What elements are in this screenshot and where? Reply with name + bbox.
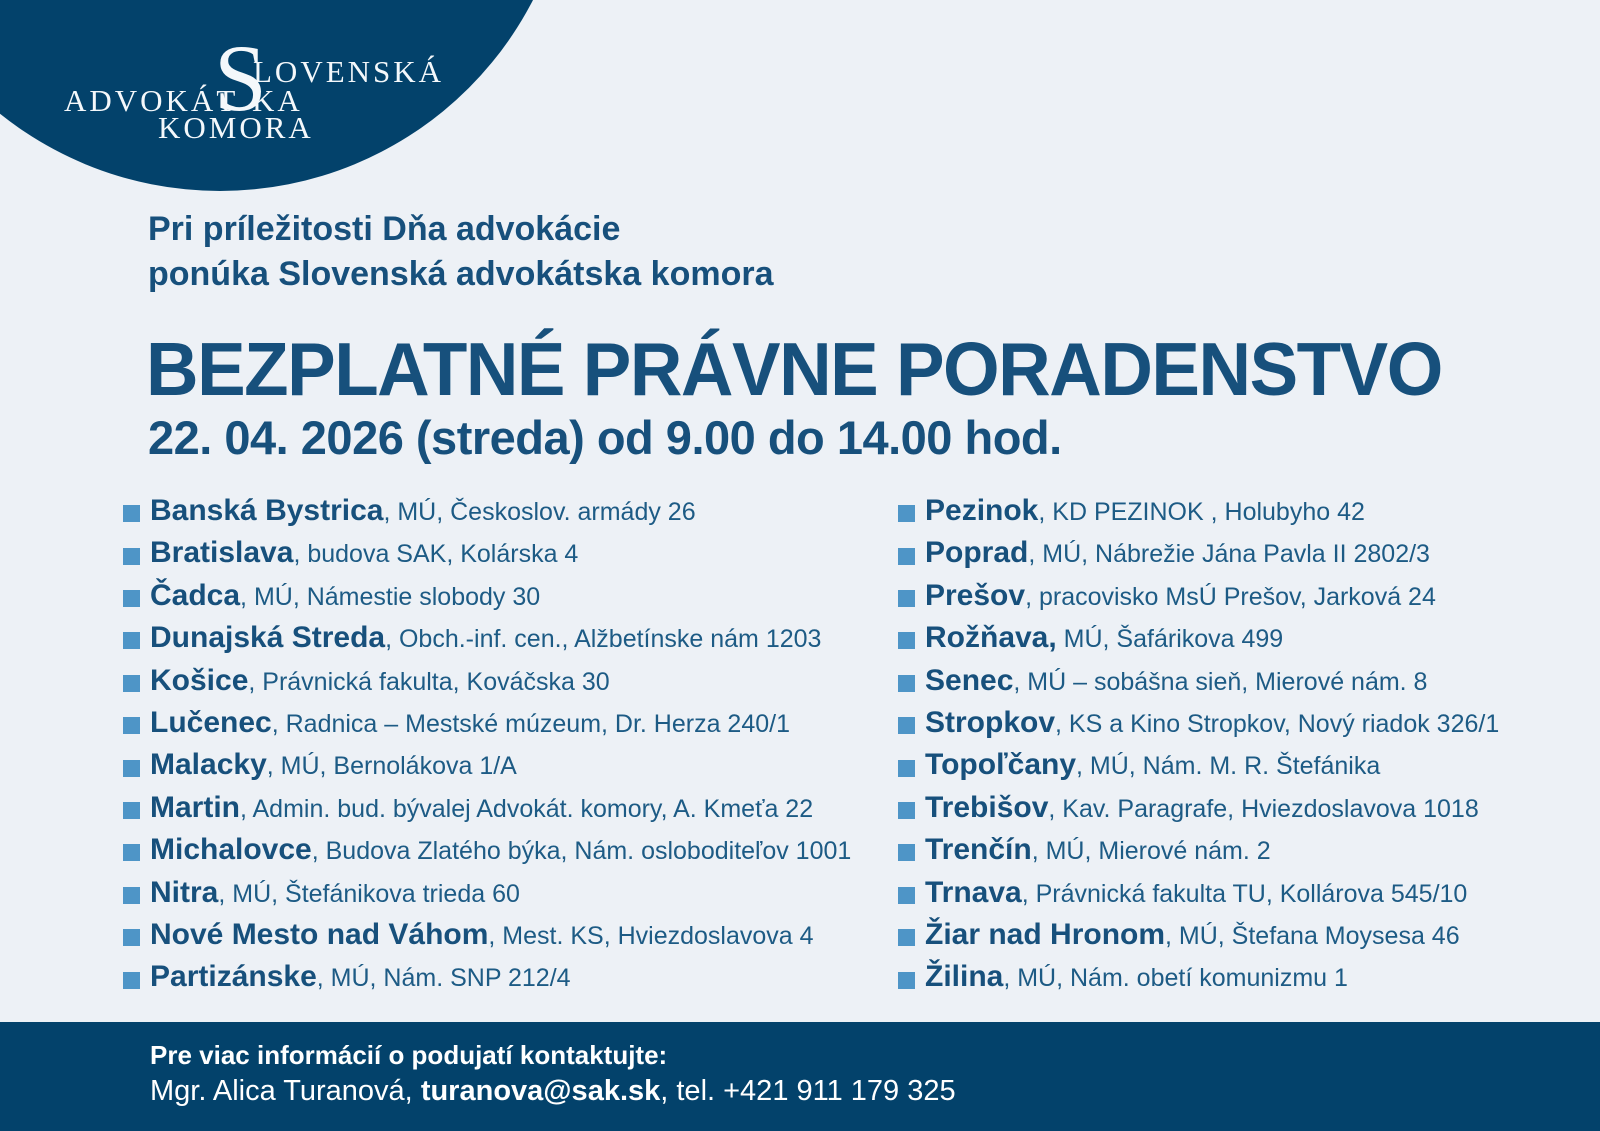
location-city: Rožňava,	[925, 621, 1057, 655]
location-item	[898, 829, 1499, 871]
location-address: , MÚ, Nám. obetí komunizmu 1	[1003, 964, 1348, 993]
location-city: Pezinok	[925, 494, 1039, 527]
location-address: , MÚ, Českoslov. armády 26	[383, 498, 696, 526]
location-address: , Budova Zlatého býka, Nám. osloboditeľov 1001	[311, 837, 852, 866]
location-address: , MÚ, Štefánikova trieda 60	[218, 879, 520, 908]
bullet-square-icon	[898, 972, 915, 989]
logo-word-top: LOVENSKÁ	[253, 54, 445, 89]
bullet-square-icon	[123, 972, 140, 989]
location-address: MÚ, Šafárikova 499	[1056, 625, 1284, 654]
event-datetime: 22. 04. 2026 (streda) od 9.00 do 14.00 hod.	[148, 411, 1062, 464]
location-item	[123, 872, 851, 914]
footer-bar	[0, 1022, 1600, 1131]
location-item	[123, 575, 851, 617]
location-address: , MÚ, Nám. SNP 212/4	[316, 964, 571, 993]
bullet-square-icon	[123, 844, 140, 861]
logo-monogram-s-icon: S	[214, 25, 267, 131]
location-city: Prešov	[925, 578, 1026, 612]
bullet-square-icon	[898, 760, 915, 777]
location-city: Košice	[150, 663, 249, 697]
bullet-square-icon	[123, 717, 140, 734]
bullet-square-icon	[898, 590, 915, 607]
location-address: , MÚ, Nám. M. R. Štefánika	[1076, 752, 1381, 781]
location-city: Senec	[925, 663, 1014, 697]
bullet-square-icon	[898, 632, 915, 649]
location-address: , Obch.-inf. cen., Alžbetínske nám 1203	[385, 625, 822, 654]
location-city: Trenčín	[925, 833, 1032, 867]
bullet-square-icon	[898, 717, 915, 734]
location-item	[898, 702, 1499, 744]
location-city: Trnava	[925, 875, 1022, 909]
location-item	[898, 532, 1499, 574]
bullet-square-icon	[123, 760, 140, 777]
bullet-square-icon	[898, 675, 915, 692]
location-address: , pracovisko MsÚ Prešov, Jarková 24	[1025, 582, 1436, 611]
location-city: Topoľčany	[925, 748, 1077, 782]
location-item	[898, 872, 1499, 914]
location-city: Partizánske	[150, 960, 317, 994]
location-item	[898, 575, 1499, 617]
location-city: Žilina	[925, 960, 1004, 994]
location-address: , KS a Kino Stropkov, Nový riadok 326/1	[1055, 709, 1500, 738]
location-city: Martin	[150, 790, 240, 824]
location-address: , Mest. KS, Hviezdoslavova 4	[488, 921, 814, 950]
location-address: , Právnická fakulta, Kováčska 30	[248, 667, 610, 696]
footer-contact-name: Mgr. Alica Turanová,	[150, 1075, 421, 1107]
footer-contact	[150, 1073, 1600, 1109]
locations-column-left	[123, 490, 851, 999]
footer-contact-phone: , tel. +421 911 179 325	[660, 1075, 956, 1107]
location-address: , Admin. bud. bývalej Advokát. komory, A. Kmeťa 22	[240, 794, 814, 823]
location-address: , Právnická fakulta TU, Kollárova 545/10	[1021, 879, 1468, 908]
intro-line-1: Pri príležitosti Dňa advokácie	[148, 210, 621, 248]
location-city: Trebišov	[925, 790, 1049, 824]
location-address: , Kav. Paragrafe, Hviezdoslavova 1018	[1048, 794, 1479, 823]
location-address: , MÚ, Bernolákova 1/A	[266, 752, 517, 781]
location-city: Bratislava	[150, 536, 294, 570]
location-item	[123, 744, 851, 786]
location-address: , budova SAK, Kolárska 4	[293, 540, 579, 569]
location-item	[123, 617, 851, 659]
location-city: Nové Mesto nad Váhom	[150, 917, 489, 951]
location-address: , MÚ – sobášna sieň, Mierové nám. 8	[1013, 667, 1428, 696]
location-item	[123, 914, 851, 956]
bullet-square-icon	[898, 802, 915, 819]
intro-text	[148, 207, 773, 297]
bullet-square-icon	[123, 802, 140, 819]
location-city: Dunajská Streda	[150, 621, 386, 655]
intro-line-2: ponúka Slovenská advokátska komora	[148, 255, 774, 293]
location-city: Žiar nad Hronom	[925, 917, 1166, 951]
footer-contact-email: turanova@sak.sk	[420, 1075, 661, 1107]
bullet-square-icon	[123, 929, 140, 946]
location-item	[123, 702, 851, 744]
bullet-square-icon	[123, 590, 140, 607]
location-address: , MÚ, Štefana Moysesa 46	[1165, 921, 1460, 950]
location-item	[898, 660, 1499, 702]
location-city: Stropkov	[925, 705, 1056, 739]
location-address: , MÚ, Nábrežie Jána Pavla II 2802/3	[1028, 540, 1430, 569]
bullet-square-icon	[123, 675, 140, 692]
footer-heading: Pre viac informácií o podujatí kontaktujte:	[150, 1040, 668, 1070]
location-item	[123, 660, 851, 702]
location-item	[898, 956, 1499, 998]
location-item	[123, 829, 851, 871]
location-item	[898, 787, 1499, 829]
location-address: , MÚ, Mierové nám. 2	[1031, 837, 1271, 866]
bullet-square-icon	[898, 887, 915, 904]
bullet-square-icon	[123, 887, 140, 904]
bullet-square-icon	[898, 505, 915, 522]
location-address: , Radnica – Mestské múzeum, Dr. Herza 240/1	[271, 709, 790, 738]
location-item	[898, 490, 1499, 532]
location-item	[123, 787, 851, 829]
logo-word-middle-left: ADVOKÁT	[64, 83, 239, 118]
location-address: , KD PEZINOK , Holubyho 42	[1038, 498, 1365, 526]
bullet-square-icon	[898, 929, 915, 946]
logo-slovenska-advokatska-komora	[0, 0, 560, 220]
bullet-square-icon	[898, 844, 915, 861]
location-city: Čadca	[150, 578, 241, 612]
location-item	[898, 617, 1499, 659]
bullet-square-icon	[898, 548, 915, 565]
location-city: Lučenec	[150, 705, 272, 739]
location-item	[123, 490, 851, 532]
bullet-square-icon	[123, 548, 140, 565]
location-item	[898, 914, 1499, 956]
location-city: Nitra	[150, 875, 219, 909]
logo-word-middle-right: KA	[252, 83, 303, 118]
location-item	[123, 956, 851, 998]
location-city: Banská Bystrica	[150, 494, 384, 527]
location-address: , MÚ, Námestie slobody 30	[240, 582, 541, 611]
location-item	[898, 744, 1499, 786]
location-city: Michalovce	[150, 833, 312, 867]
bullet-square-icon	[123, 632, 140, 649]
location-city: Malacky	[150, 748, 267, 782]
location-city: Poprad	[925, 536, 1029, 570]
locations-column-right	[898, 490, 1499, 999]
logo-word-bottom: KOMORA	[158, 110, 314, 145]
location-item	[123, 532, 851, 574]
page-title: BEZPLATNÉ PRÁVNE PORADENSTVO	[146, 327, 1442, 411]
bullet-square-icon	[123, 505, 140, 522]
